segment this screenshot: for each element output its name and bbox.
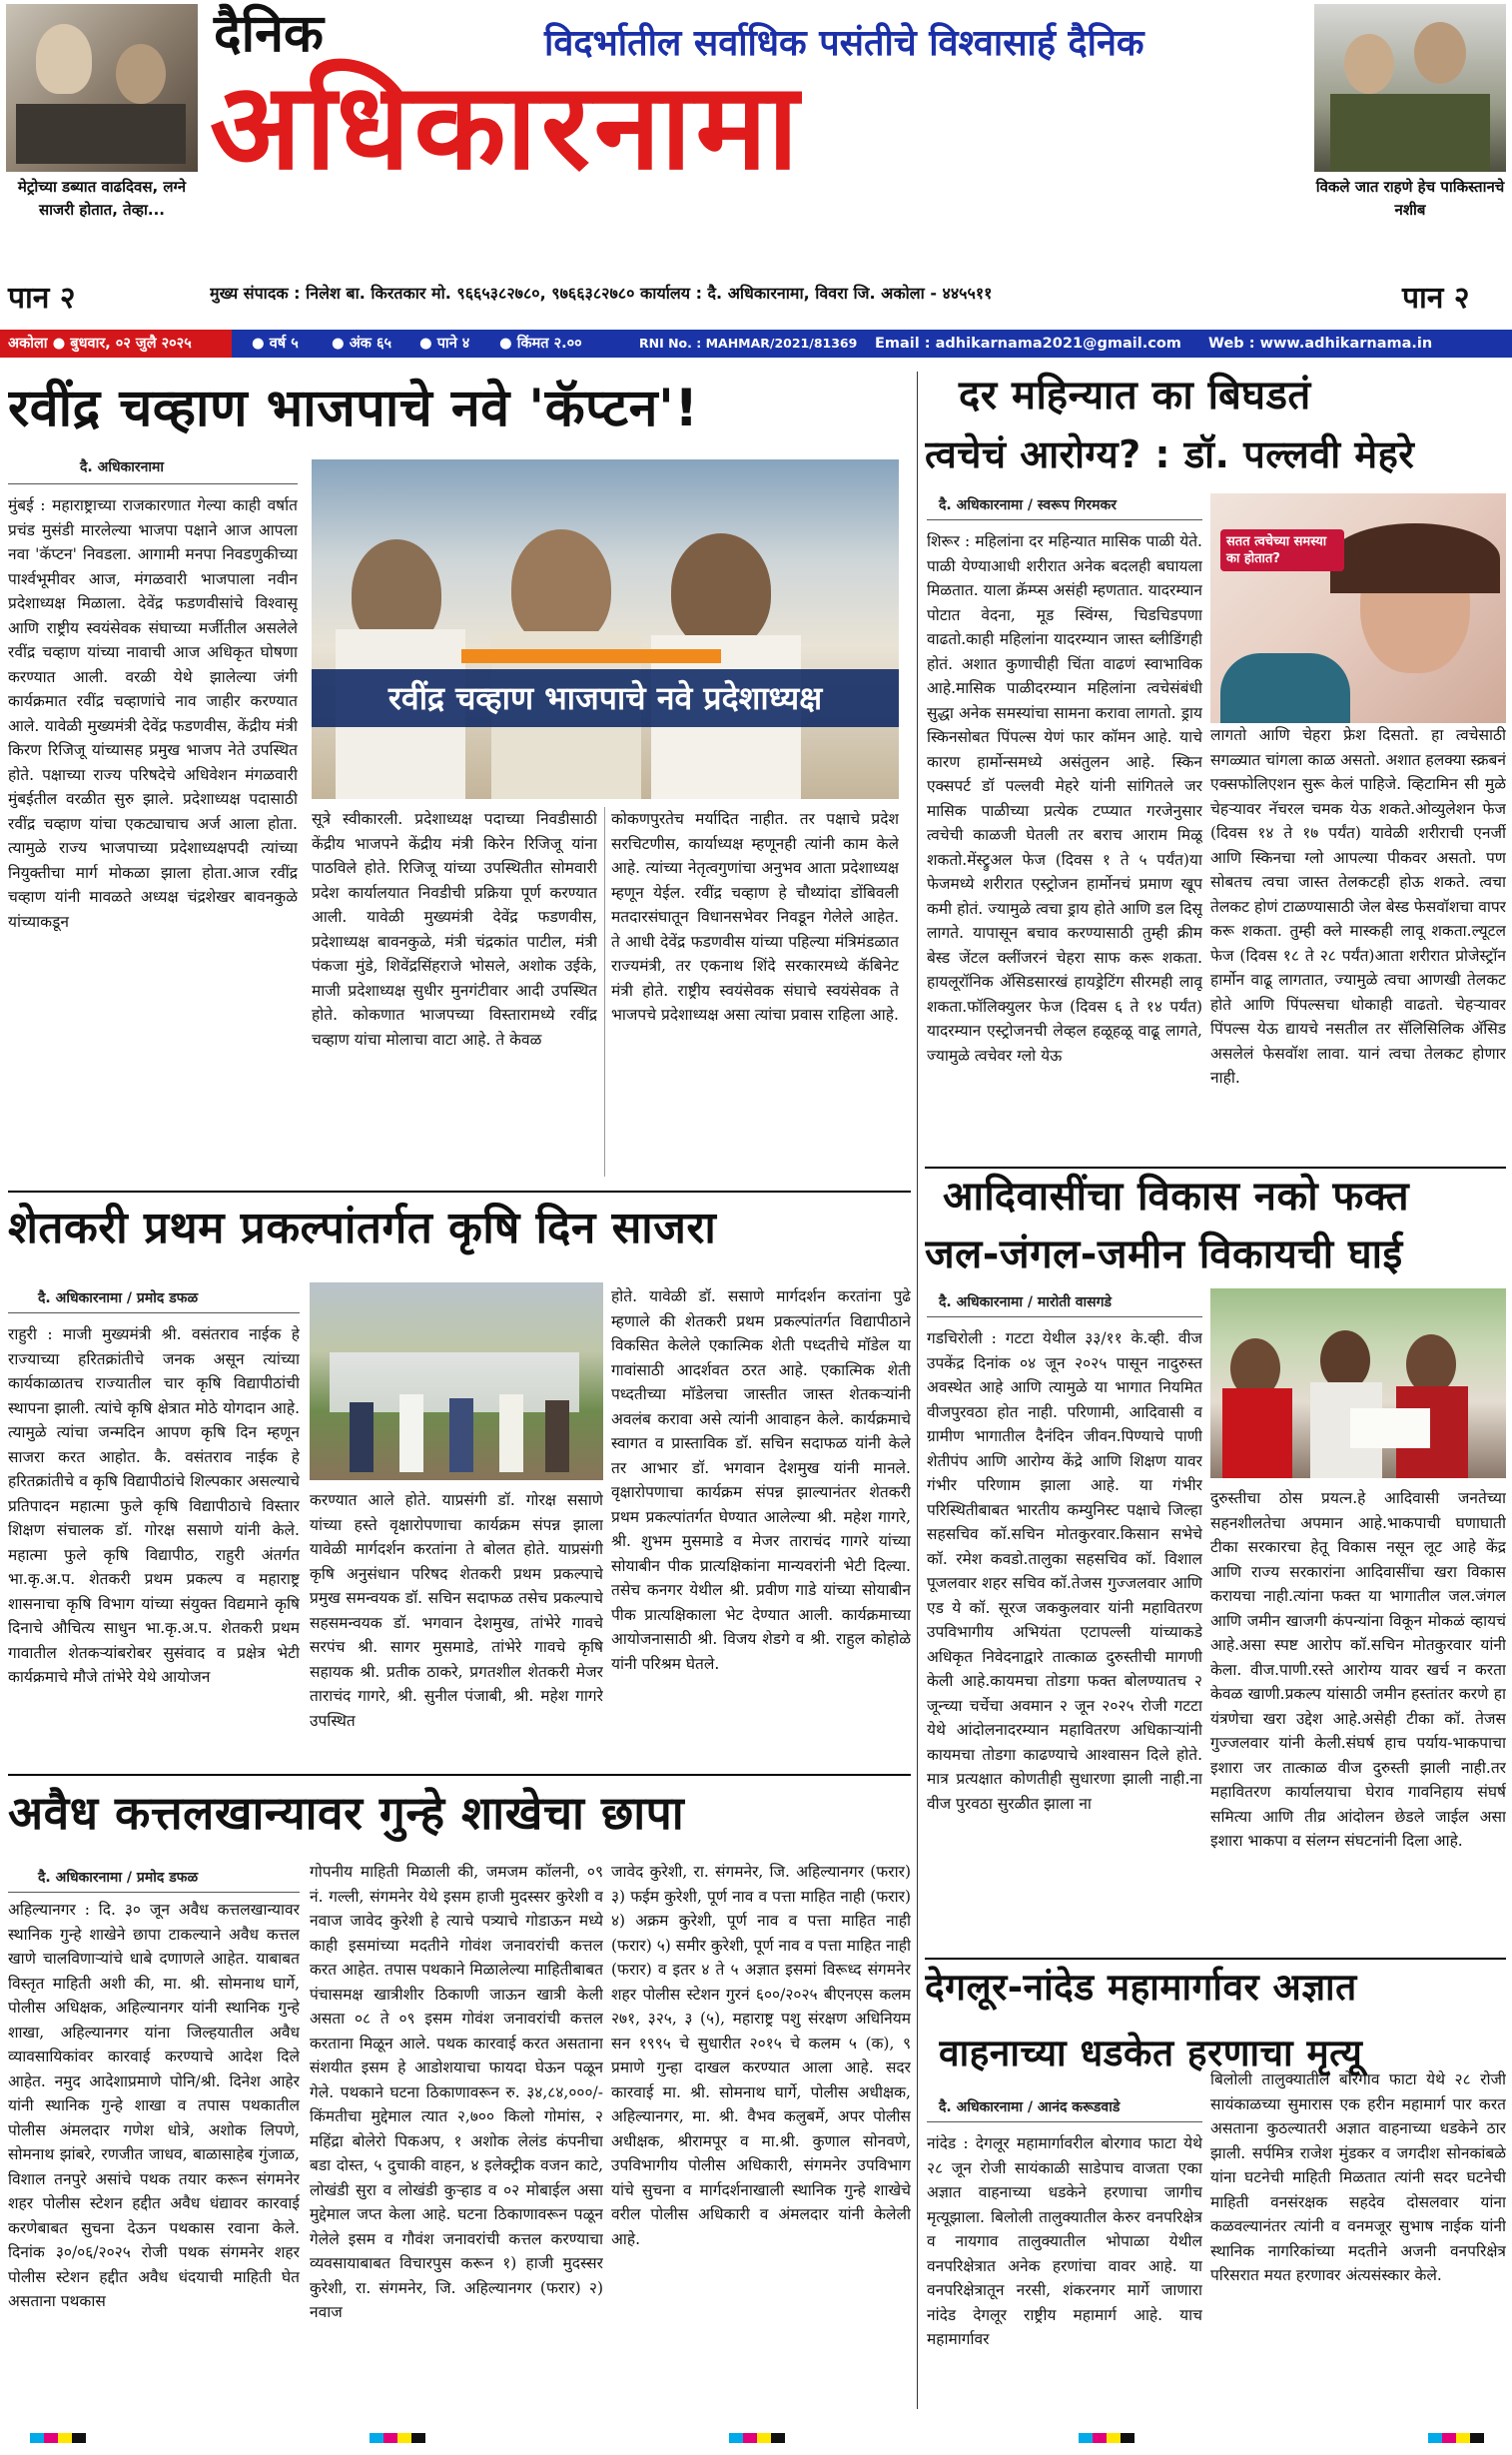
a2-photo [1210, 493, 1506, 723]
a5-top-rule [8, 1774, 911, 1776]
a6-byline: दै. अधिकारनामा / आनंद करूडवाडे [939, 2099, 1121, 2115]
a4-photo [310, 1282, 603, 1480]
masthead-right-caption[interactable]: विकले जात राहणे हेच पाकिस्तानचे नशीब [1315, 178, 1505, 219]
masthead-left-photo [6, 4, 198, 172]
a2-col2: लागतो आणि चेहरा फ्रेश दिसतो. हा त्वचेसाठी सगळ्यात चांगला काळ असतो. अशात हलक्या स्क्रबनं एक्सफोलिएशन सुरू केलं पाहिजे. व्हिटामिन सी मुळे चेहऱ्यावर नॅचरल चमक येऊ शकते.ओव्युलेशन फेज (दिवस १४ ते १७ पर्यंत) यावेळी शरीराची एनर्जी आणि स्किनचा ग्लो आपल्या पीकवर असतो. पण सोबतच त्वचा जास्त तेलकटही होऊ शकते. त्वचा तेलकट होणं टाळण्यासाठी जेल बेस्ड फेसवॉशचा वापर करू शकता. तुम्ही क्ले मास्कही लावू शकता.ल्यूटल फेज (दिवस १८ ते २८ पर्यंत)आता शरीरात प्रोजेस्ट्रॉन हार्मोन वाढू लागतात, ज्यामुळे त्वचा आणखी तेलकट होते आणि पिंपल्सचा धोकाही वाढतो. चेहऱ्यावर पिंपल्स येऊ द्यायचे नसतील तर सॅलिसिलिक अ‍ॅसिड असलेलं फेसवॉश लावा. यानं त्वचा तेलकट होणार नाही. [1210, 726, 1506, 1087]
a6-headline-line1[interactable]: देगलूर-नांदेड महामार्गावर अज्ञात [925, 1966, 1357, 2009]
a4-col1: राहुरी : माजी मुख्यमंत्री श्री. वसंतराव नाईक हे राज्याच्या हरितक्रांतीचे जनक असून त्यांच्या कार्यकाळातच राज्यातील चार कृषि विद्यापीठांची स्थापना झाली. त्यांचे कृषि क्षेत्रात मोठे योगदान आहे. त्यामुळे त्यांचा जन्मदिन आपण कृषि दिन म्हणून साजरा करत आहोत. कै. वसंतराव नाईक हे हरितक्रांतीचे व कृषि विद्यापीठांचे शिल्पकार असल्याचे प्रतिपादन महात्मा फुले कृषि विद्यापीठाचे विस्तार शिक्षण संचालक डॉ. गोरक्ष ससाणे यांनी केले. महात्मा फुले कृषि विद्यापीठ, राहुरी अंतर्गत भा.कृ.अ.प. शेतकरी प्रथम प्रकल्प व महाराष्ट्र शासनाचा कृषि विभाग यांच्या संयुक्त विद्यमाने कृषि दिनाचे औचित्य साधुन भा.कृ.अ.प. शेतकरी प्रथम गावातील शेतकऱ्यांबरोबर सुसंवाद व प्रक्षेत्र भेटी कार्यक्रमाचे मौजे तांभेरे येथे आयोजन [8, 1325, 300, 1686]
info-email[interactable]: Email : adhikarnama2021@gmail.com [875, 336, 1181, 352]
info-price: ● किंमत २.०० [499, 336, 582, 352]
a1-col3: कोकणपुरतेच मर्यादित नाहीत. तर पक्षाचे प्रदेश सरचिटणीस, कार्याध्यक्ष म्हणूनही त्यांनी काम केले आहे. त्यांच्या नेतृत्वगुणांचा अनुभव आता प्रदेशाध्यक्ष म्हणून येईल. रवींद्र चव्हाण हे चौथ्यांदा डोंबिवली मतदारसंघातून विधानसभेवर निवडून गेलेले आहेत. ते आधी देवेंद्र फडणवीस यांच्या पहिल्या मंत्रिमंडळात राज्यमंत्री, तर एकनाथ शिंदे सरकारमध्ये कॅबिनेट मंत्री होते. राष्ट्रीय स्वयंसेवक संघाचे स्वयंसेवक ते भाजपचे प्रदेशाध्यक्ष असा त्यांचा प्रवास राहिला आहे. [611, 810, 899, 1024]
a1-photo [312, 459, 899, 799]
info-date: अकोला ● बुधवार, ०२ जुलै २०२५ [8, 336, 192, 352]
a4-top-rule [8, 1191, 911, 1193]
info-year: ● वर्ष ५ [252, 336, 299, 352]
a1-col1: मुंबई : महाराष्ट्राच्या राजकारणात गेल्या काही वर्षात प्रचंड मुसंडी मारलेल्या भाजपा पक्षाने आज आपला नवा 'कॅप्टन' निवडला. आगामी मनपा निवडणुकीच्या पार्श्वभूमीवर आज, मंगळवारी भाजपाला नवीन प्रदेशाध्यक्ष मिळाला. देवेंद्र फडणवीसांचे विश्वासू आणि राष्ट्रीय स्वयंसेवक संघाच्या मर्जीतील असलेले रवींद्र चव्हाण यांच्या नावाची आज अधिकृत घोषणा करण्यात आली. वरळी येथे झालेल्या जंगी कार्यक्रमात रवींद्र चव्हाणांचे नाव जाहीर करण्यात आले. यावेळी मुख्यमंत्री देवेंद्र फडणवीस, केंद्रीय मंत्री किरण रिजिजू यांच्यासह प्रमुख भाजप नेते उपस्थित होते. पक्षाच्या राज्य परिषदेचे अधिवेशन मंगळवारी मुंबईतील वरळीत सुरु झाले. प्रदेशाध्यक्ष पदासाठी रवींद्र चव्हाण यांचा एकट्याचाच अर्ज आला होता. त्यामुळे राज्य भाजपाच्या प्रदेशाध्यक्षपदी त्यांच्या नियुक्तीचा मार्ग मोकळा झाला होता.आज रवींद्र चव्हाण यांनी मावळते अध्यक्ष चंद्रशेखर बावनकुळे यांच्याकडून [8, 496, 298, 931]
a6-headline-line2[interactable]: वाहनाच्या धडकेत हरणाचा मृत्यू [939, 2032, 1363, 2074]
masthead-left-caption[interactable]: मेट्रोच्या डब्यात वाढदिवस, लग्ने साजरी होतात, तेव्हा... [17, 178, 187, 219]
a5-byline: दै. अधिकारनामा / प्रमोद डफळ [38, 1870, 199, 1886]
a6-top-rule [925, 1958, 1506, 1960]
masthead-tagline: विदर्भातील सर्वाधिक पसंतीचे विश्वासार्ह दैनिक [544, 23, 1144, 64]
a4-headline[interactable]: शेतकरी प्रथम प्रकल्पांतर्गत कृषि दिन साजरा [8, 1203, 717, 1253]
a6-col1: नांदेड : देगलूर महामार्गावरील बोरगाव फाटा येथे २८ जून रोजी सायंकाळी साडेपाच वाजता एका अज्ञात वाहनाच्या धडकेने हरणाचा जागीच मृत्यूझाला. बिलोली तालुक्यातील केरुर वनपरिक्षेत्र व नायगाव तालुक्यातील भोपाळा येथील वनपरिक्षेत्रात अनेक हरणांचा वावर आहे. या वनपरिक्षेत्रातून नरसी, शंकरनगर मार्गे जाणारा नांदेड देगलूर राष्ट्रीय महामार्ग आहे. याच महामार्गावर [927, 2134, 1202, 2348]
a3-col1: गडचिरोली : गटटा येथील ३३/११ के.व्ही. वीज उपकेंद्र दिनांक ०४ जून २०२५ पासून नादुरुस्त अवस्थेत आहे आणि त्यामुळे या भागात नियमित वीजपुरवठा होत नाही. परिणामी, आदिवासी व ग्रामीण भागातील दैनंदिन जीवन.पिण्याचे पाणी शेतीपंप आणि आरोग्य केंद्रे आणि शिक्षण यावर गंभीर परिणाम झाला आहे. या गंभीर परिस्थितीबाबत भारतीय कम्युनिस्ट पक्षाचे जिल्हा सहसचिव कॉ.सचिन मोतकुरवार.किसान सभेचे कॉ. रमेश कवडो.तालुका सहसचिव कॉ. विशाल पूजलवार शहर सचिव कॉ.तेजस गुज्जलवार आणि एड ये कॉ. सूरज जककुलवार यांनी महावितरण उपविभागीय अभियंता एटापल्ली यांच्याकडे अधिकृत निवेदनाद्वारे तात्काळ दुरुस्तीची मागणी केली आहे.कायमचा तोडगा फक्त बोलण्यातच २ जून्च्या चर्चेचा अवमान २ जून २०२५ रोजी गटटा येथे आंदोलनादरम्यान महावितरण अधिकाऱ्यांनी कायमचा तोडगा काढण्याचे आश्वासन दिले होते. मात्र प्रत्यक्षात कोणतीही सुधारणा झाली नाही.ना वीज पुरवठा सुरळीत झाला ना [927, 1329, 1202, 1813]
a2-photo-badge: सतत त्वचेच्या समस्या का होतात? [1220, 529, 1344, 571]
masthead-title: अधिकारनामा [210, 58, 803, 197]
page-number-right: पान २ [1402, 281, 1470, 316]
a5-col3: जावेद कुरेशी, रा. संगमनेर, जि. अहिल्यानगर (फरार) ३) फईम कुरेशी, पूर्ण नाव व पत्ता माहित नाही (फरार) ४) अक्रम कुरेशी, पूर्ण नाव व पत्ता माहित नाही (फरार) ५) समीर कुरेशी, पूर्ण नाव व पत्ता माहित नाही (फरार) व इतर ४ ते ५ अज्ञात इसमां विरूध्द संगमनेर शहर पोलीस स्टेशन गुरनं ६००/२०२५ बीएनएस कलम २७१, ३२५, ३ (५), महाराष्ट्र पशु संरक्षण अधिनियम सन १९९५ चे सुधारीत २०१५ चे कलम ५ (क), ९ प्रमाणे गुन्हा दाखल करण्यात आला आहे. सदर कारवाई मा. श्री. सोमनाथ घार्गे, पोलीस अधीक्षक, अहिल्यानगर, मा. श्री. वैभव कलुबर्मे, अपर पोलीस अधीक्षक, श्रीरामपूर व मा.श्री. कुणाल सोनवणे, उपविभागीय पोलीस अधिकारी, संगमनेर उपविभाग यांचे सुचना व मार्गदर्शनाखाली स्थानिक गुन्हे शाखेचे वरील पोलीस अधिकारी व अंमलदार यांनी केलेली आहे. [611, 1863, 911, 2248]
a3-headline-line1[interactable]: आदिवासींचा विकास नको फक्त [943, 1174, 1410, 1220]
a3-top-rule [925, 1167, 1506, 1169]
a5-col2: गोपनीय माहिती मिळाली की, जमजम कॉलनी, ०९ नं. गल्ली, संगमनेर येथे इसम हाजी मुदस्सर कुरेशी व नवाज जावेद कुरेशी हे त्याचे पत्र्याचे गोडाऊन मध्ये काही इसमांच्या मदतीने गोवंश जनावरांची कत्तल करत आहेत. तपास पथकाने मिळालेल्या माहितीबाबत पंचासमक्ष खात्रीशीर ठिकाणी जाऊन खात्री केली असता ०८ ते ०९ इसम गोवंश जनावरांची कत्तल करताना मिळून आले. पथक कारवाई करत असताना संशयीत इसम हे आडोशयाचा फायदा घेऊन पळून गेले. पथकाने घटना ठिकाणावरून रु. ३४,८४,०००/- किंमतीचा मुद्देमाल त्यात २,७०० किलो गोमांस, २ महिंद्रा बोलेरो पिकअप, १ अशोक लेलंड कंपनीचा बडा दोस्त, ५ दुचाकी वाहन, ४ इलेक्ट्रीक वजन काटे, लोखंडी सुरा व लोखंडी कुऱ्हाड व ०२ मोबाईल असा मुद्देमाल जप्त केला आहे. घटना ठिकाणावरून पळून गेलेले इसम व गौवंश जनावरांची कत्तल करण्याचा व्यवसायाबाबत विचारपुस करून १) हाजी मुदस्सर कुरेशी, रा. संगमनेर, जि. अहिल्यानगर (फरार) २) नवाज [310, 1863, 603, 2321]
a5-headline[interactable]: अवैध कत्तलखान्यावर गुन्हे शाखेचा छापा [8, 1786, 685, 1840]
a3-photo [1210, 1288, 1506, 1478]
info-issue: ● अंक ६५ [332, 336, 392, 352]
a1-col2: सूत्रे स्वीकारली. प्रदेशाध्यक्ष पदाच्या निवडीसाठी केंद्रीय भाजपने केंद्रीय मंत्री किरेन रिजिजू यांना पाठविले होते. रिजिजू यांच्या उपस्थितीत सोमवारी प्रदेश कार्यालयात निवडीची प्रक्रिया पूर्ण करण्यात आली. यावेळी मुख्यमंत्री देवेंद्र फडणवीस, प्रदेशाध्यक्ष बावनकुळे, मंत्री चंद्रकांत पाटील, मंत्री पंकजा मुंडे, शिवेंद्रसिंहराजे भोसले, अशोक उईके, माजी प्रदेशाध्यक्ष सुधीर मुनगंटीवार आदी उपस्थित होते. कोकणात भाजपच्या विस्तारामध्ये रवींद्र चव्हाण यांचा मोलाचा वाटा आहे. ते केवळ [312, 810, 597, 1049]
page-number-left: पान २ [8, 281, 76, 316]
a1-col-divider [604, 807, 605, 1177]
a4-col3: होते. यावेळी डॉ. ससाणे मार्गदर्शन करतांना पुढे म्हणाले की शेतकरी प्रथम प्रकल्पांतर्गत विद्यापीठाने विकसित केलेले एकात्मिक शेती पध्दतीचे मॉडेल या गावांसाठी आदर्शवत ठरत आहे. एकात्मिक शेती पध्दतीच्या मॉडेलचा जास्तीत जास्त शेतकऱ्यांनी अवलंब करावा असे त्यांनी आवाहन केले. कार्यक्रमाचे स्वागत व प्रास्ताविक डॉ. सचिन सदाफळ यांनी केले तर आभार डॉ. भगवान देशमुख यांनी मानले. वृक्षारोपणाचा कार्यक्रम संपन्न झाल्यानंतर शेतकरी प्रथम प्रकल्पांतर्गत घेण्यात आलेल्या श्री. महेश गागरे, श्री. शुभम मुसमाडे व मेजर ताराचंद गागरे यांच्या सोयाबीन पीक प्रात्यक्षिकांना मान्यवरांनी भेटी दिल्या. तसेच कनगर येथील श्री. प्रवीण गाडे यांच्या सोयाबीन पीक प्रात्यक्षिकाला भेट देण्यात आली. कार्यक्रमाच्या आयोजनासाठी श्री. विजय शेडगे व श्री. राहुल कोहोळे यांनी परिश्रम घेतले. [611, 1287, 911, 1673]
a2-headline-line1[interactable]: दर महिन्यात का बिघडतं [959, 373, 1311, 418]
a2-byline-rule [927, 519, 1202, 520]
a5-byline-rule [8, 1892, 300, 1893]
info-bar [0, 330, 1512, 358]
a3-byline-rule [927, 1316, 1202, 1317]
a3-col2: दुरुस्तीचा ठोस प्रयत्न.हे आदिवासी जनतेच्या सहनशीलतेचा अपमान आहे.भाकपाची घणाघाती टीका सरकारचा हेतू विकास नसून लूट आहे केंद्र आणि राज्य सरकारांना आदिवासींचा खरा विकास करायचा नाही.त्यांना फक्त या भागातील जल.जंगल आणि जमीन खाजगी कंपन्यांना विकून मोकळं व्हायचं आहे.असा स्पष्ट आरोप कॉ.सचिन मोतकुरवार यांनी केला. वीज.पाणी.रस्ते आरोग्य यावर खर्च न करता केवळ खाणी.प्रकल्प यांसाठी जमीन हस्तांतर करणे हा यंत्रणेचा खरा उद्देश आहे.असेही टीका कॉ. तेजस गुज्जलवार यांनी केली.संघर्ष हाच पर्याय-भाकपाचा इशारा जर तात्काळ वीज दुरुस्ती झाली नाही.तर महावितरण कार्यालयाचा घेराव गावनिहाय संघर्ष समित्या आणि तीव्र आंदोलन छेडले जाईल असा इशारा भाकपा व संलग्न संघटनांनी दिला आहे. [1210, 1489, 1506, 1850]
masthead-word-dainik: दैनिक [214, 4, 324, 64]
masthead-right-photo [1314, 4, 1506, 172]
a2-byline: दै. अधिकारनामा / स्वरूप गिरमकर [939, 497, 1117, 513]
editor-line: मुख्य संपादक : निलेश बा. किरतकार मो. ९६६५३८२७८०, ९७६६३८२७८० कार्यालय : दै. अधिकारनामा, विवरा जि. अकोला - ४४५५११ [210, 284, 993, 303]
a1-photo-caption: रवींद्र चव्हाण भाजपाचे नवे प्रदेशाध्यक्ष [312, 669, 899, 727]
a4-byline-rule [8, 1312, 300, 1313]
a1-byline-rule [8, 483, 298, 484]
a4-byline: दै. अधिकारनामा / प्रमोद डफळ [38, 1290, 199, 1306]
a1-headline[interactable]: रवींद्र चव्हाण भाजपाचे नवे 'कॅप्टन'! [8, 379, 699, 438]
a5-col1: अहिल्यानगर : दि. ३० जून अवैध कत्तलखान्यावर स्थानिक गुन्हे शाखेने छापा टाकल्याने अवैध कत्तल खाणे चालविणाऱ्यांचे धाबे दणाणले आहेत. याबाबत विस्तृत माहिती अशी की, मा. श्री. सोमनाथ घार्गे, पोलीस अधिक्षक, अहिल्यानगर यांनी स्थानिक गुन्हे शाखा, अहिल्यानगर यांना जिल्हयातील अवैध व्यावसायिकांवर कारवाई करण्याचे आदेश दिले आहेत. नमुद आदेशाप्रमाणे पोनि/श्री. दिनेश आहेर यांनी स्थानिक गुन्हे शाखा व तपास पथकातील पोलीस अंमलदार गणेश धोत्रे, अशोक लिपणे, सोमनाथ झांबरे, रणजीत जाधव, बाळासाहेब गुंजाळ, विशाल तनपुरे असांचे पथक तयार करून संगमनेर शहर पोलीस स्टेशन हद्दीत अवैध धंद्यावर कारवाई करणेबाबत सुचना देऊन पथकास रवाना केले. दिनांक ३०/०६/२०२५ रोजी पथक संगमनेर शहर पोलीस स्टेशन हद्दीत अवैध धंदयाची माहिती घेत असताना पथकास [8, 1901, 300, 2310]
a1-byline: दै. अधिकारनामा [80, 459, 165, 475]
printer-color-marks [0, 2433, 1512, 2447]
a3-headline-line2[interactable]: जल-जंगल-जमीन विकायची घाई [925, 1231, 1403, 1277]
info-web[interactable]: Web : www.adhikarnama.in [1208, 336, 1433, 352]
info-pages: ● पाने ४ [419, 336, 470, 352]
info-rni: RNI No. : MAHMAR/2021/81369 [639, 336, 858, 351]
a6-col2: बिलोली तालुक्यातील बोरगाव फाटा येथे २८ रोजी सायंकाळच्या सुमारास एक हरीन महामार्ग पार करत असताना कुठल्यातरी अज्ञात वाहनाच्या धडकेने ठार झाली. सर्पमित्र राजेश मुंडकर व जगदीश सोनकांबळे यांना घटनेची माहिती मिळतात त्यांनी सदर घटनेची माहिती वनसंरक्षक सहदेव दोसलवार यांना कळवल्यानंतर त्यांनी व वनमजूर सुभाष नाईक यांनी स्थानिक नागरिकांच्या मदतीने अजनी वनपरिक्षेत्र परिसरात मयत हरणावर अंत्यसंस्कार केले. [1210, 2070, 1506, 2284]
a6-byline-rule [927, 2121, 1202, 2122]
a4-col2: करण्यात आले होते. याप्रसंगी डॉ. गोरक्ष ससाणे यांच्या हस्ते वृक्षारोपणाचा कार्यक्रम संपन्न झाला यावेळी मार्गदर्शन करतांना ते बोलत होते. याप्रसंगी कृषि अनुसंधान परिषद शेतकरी प्रथम प्रकल्पाचे प्रमुख समन्वयक डॉ. सचिन सदाफळ तसेच प्रकल्पाचे सहसमन्वयक डॉ. भगवान देशमुख, तांभेरे गावचे सरपंच श्री. सागर मुसमाडे, तांभेरे गावचे कृषि सहायक श्री. प्रतीक ठाकरे, प्रगतशील शेतकरी मेजर ताराचंद गागरे, श्री. सुनील पंजाबी, श्री. महेश गागरे उपस्थित [310, 1491, 603, 1730]
main-column-divider [917, 372, 918, 2409]
a3-byline: दै. अधिकारनामा / मारोती वासगडे [939, 1294, 1112, 1310]
a2-col1: शिरूर : महिलांना दर महिन्यात मासिक पाळी येते. पाळी येण्याआधी शरीरात अनेक बदलही बघायला मिळतात. याला क्रॅम्प्स असंही म्हणतात. यादरम्यान पोटात वेदना, मूड स्विंग्स, चिडचिडपणा वाढतो.काही महिलांना यादरम्यान जास्त ब्लीडिंगही होतं. अशात कुणाचीही चिंता वाढणं स्वाभाविक आहे.मासिक पाळीदरम्यान महिलांना त्वचेसंबंधी सुद्धा अनेक समस्यांचा सामना करावा लागतो. ड्राय स्किनसोबत पिंपल्स येणं फार कॉमन आहे. याचे कारण हार्मोन्समध्ये असंतुलन आहे. स्किन एक्सपर्ट डॉ पल्लवी मेहरे यांनी सांगितले जर मासिक पाळीच्या प्रत्येक टप्प्यात गरजेनुसार त्वचेची काळजी घेतली तर बराच आराम मिळू शकतो.मेंस्ट्रुअल फेज (दिवस १ ते ५ पर्यंत)या फेजमध्ये शरीरात एस्ट्रोजन हार्मोनचं प्रमाण खूप कमी होतं. ज्यामुळे त्वचा ड्राय होते आणि डल दिसू लागते. यापासून बचाव करण्यासाठी तुम्ही क्रीम बेस्ड जेंटल क्लींजरनं चेहरा साफ करू शकता. हायलूरॉनिक अ‍ॅसिडसारखं हायड्रेटिंग सीरमही लावू शकता.फॉलिक्युलर फेज (दिवस ६ ते १४ पर्यंत) यादरम्यान एस्ट्रोजनची लेव्हल हळूहळू वाढू लागते, ज्यामुळे त्वचेवर ग्लो येऊ [927, 532, 1202, 1065]
a2-headline-line2[interactable]: त्वचेचं आरोग्य? : डॉ. पल्लवी मेहरे [925, 432, 1415, 476]
